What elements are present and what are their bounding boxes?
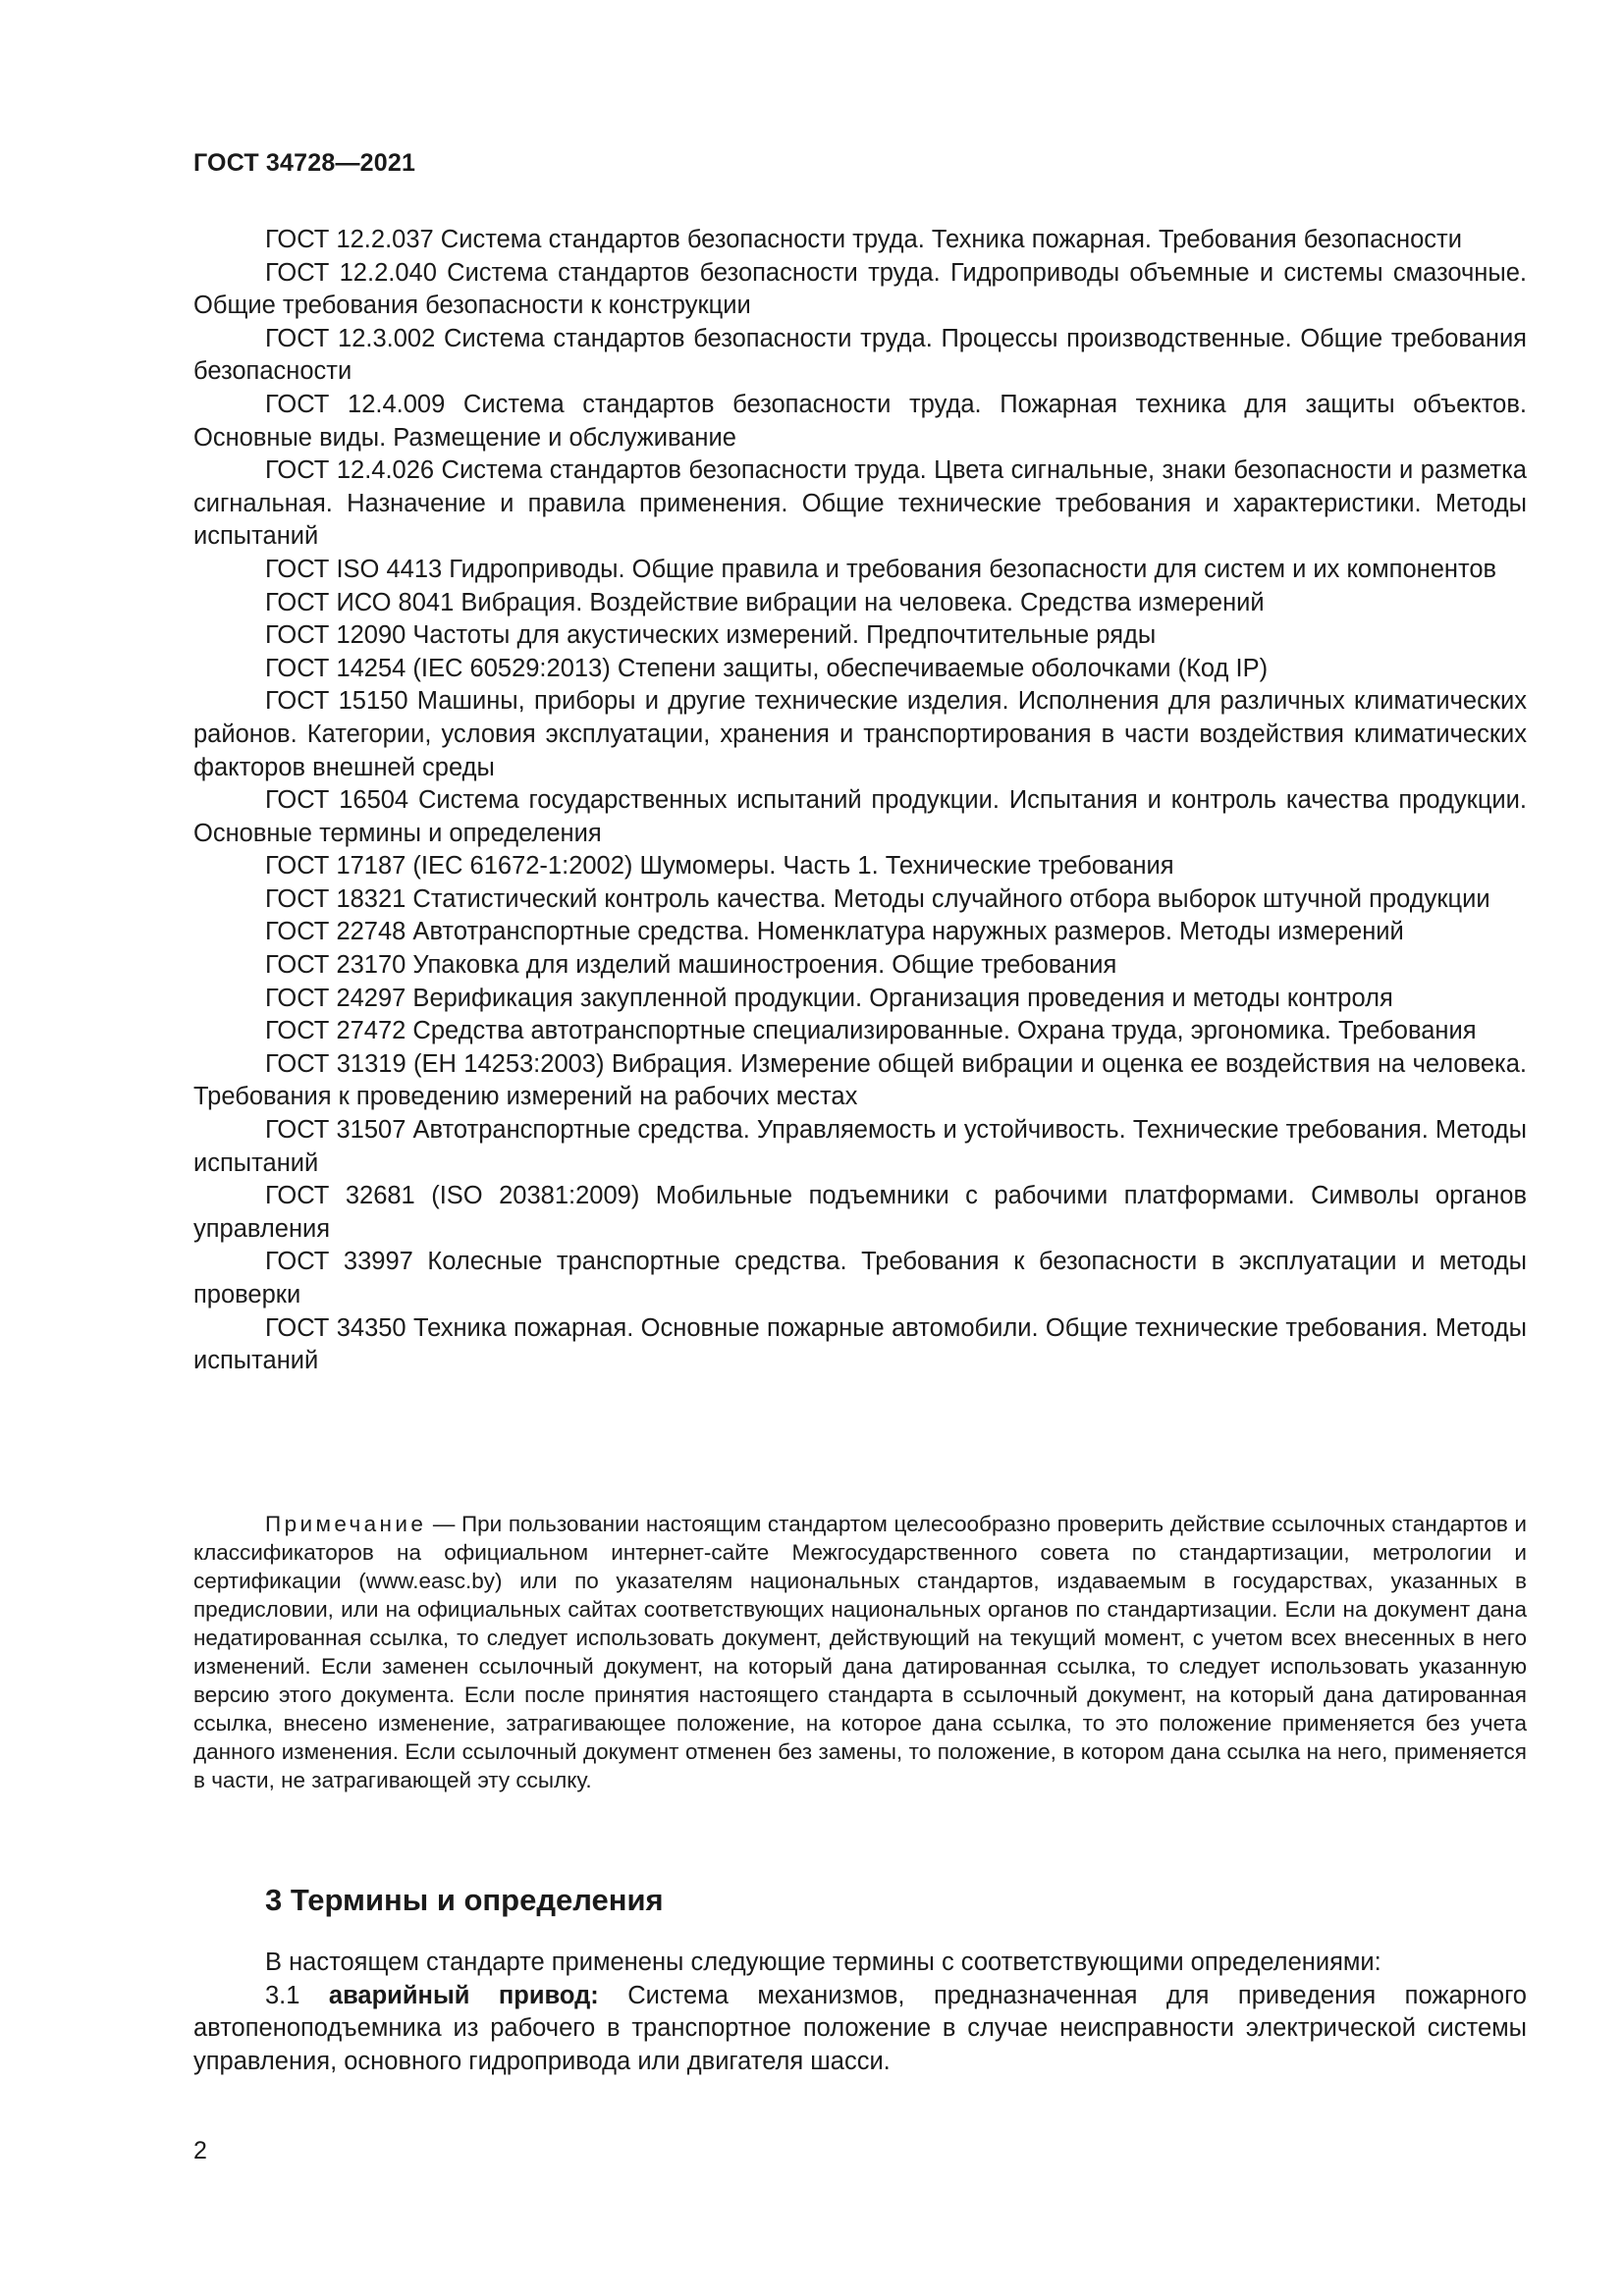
reference-item: ГОСТ 14254 (IEC 60529:2013) Степени защиты, обеспечиваемые оболочками (Код IP): [265, 654, 1269, 682]
term-number: 3.1: [265, 1981, 329, 2009]
note-label: Примечание: [265, 1512, 427, 1536]
references-note: [193, 1510, 1527, 1794]
reference-item: ГОСТ 34350 Техника пожарная. Основные пожарные автомобили. Общие технические требования. Методы испытаний: [193, 1313, 1527, 1375]
reference-item: ГОСТ 12.2.037 Система стандартов безопасности труда. Техника пожарная. Требования безопасности: [265, 226, 1462, 253]
reference-item: ГОСТ 24297 Верификация закупленной продукции. Организация проведения и методы контроля: [265, 984, 1393, 1012]
document-header: ГОСТ 34728—2021: [193, 149, 416, 177]
reference-item: ГОСТ ISO 4413 Гидроприводы. Общие правила и требования безопасности для систем и их компонентов: [265, 555, 1497, 583]
reference-item: ГОСТ 31507 Автотранспортные средства. Управляемость и устойчивость. Технические требования. Методы испытаний: [193, 1116, 1527, 1177]
reference-item: ГОСТ 15150 Машины, приборы и другие технические изделия. Исполнения для различных климатических районов. Категории, условия эксплуатации, хранения и транспортирования в части воздействия климатических факторов внешней среды: [193, 687, 1527, 781]
page-number: 2: [193, 2137, 207, 2164]
note-text: — При пользовании настоящим стандартом целесообразно проверить действие ссылочных стандартов и классификаторов на официальном интернет-сайте Межгосударственного совета по стандартизации, метрологии и сертификации (www.easc.by) или по указателям национальных стандартов, издаваемым в государствах, указанных в предисловии, или на официальных сайтах соответствующих национальных органов по стандартизации. Если на документ дана недатированная ссылка, то следует использовать документ, действующий на текущий момент, с учетом всех внесенных в него изменений. Если заменен ссылочный документ, на который дана датированная ссылка, то следует использовать указанную версию этого документа. Если после принятия настоящего стандарта в ссылочный документ, на который дана датированная ссылка, внесено изменение, затрагивающее положение, на которое дана ссылка, то это положение применяется без учета данного изменения. Если ссылочный документ отменен без замены, то положение, в котором дана ссылка на него, применяется в части, не затрагивающей эту ссылку.: [193, 1512, 1527, 1792]
reference-item: ГОСТ 16504 Система государственных испытаний продукции. Испытания и контроль качества продукции. Основные термины и определения: [193, 786, 1527, 847]
reference-item: ГОСТ 12.4.009 Система стандартов безопасности труда. Пожарная техника для защиты объектов. Основные виды. Размещение и обслуживание: [193, 390, 1527, 452]
reference-item: ГОСТ 12090 Частоты для акустических измерений. Предпочтительные ряды: [265, 621, 1157, 650]
terms-section-body: [193, 1947, 1527, 2078]
term-definition: Система механизмов, предназначенная для приведения пожарного автопеноподъемника из рабочего в транспортное положение в случае неисправности электрической системы управления, основного гидропривода или двигателя шасси.: [193, 1981, 1527, 2075]
reference-item: ГОСТ 18321 Статистический контроль качества. Методы случайного отбора выборок штучной продукции: [265, 884, 1490, 913]
section-title: 3 Термины и определения: [265, 1883, 664, 1917]
reference-item: ГОСТ ИСО 8041 Вибрация. Воздействие вибрации на человека. Средства измерений: [265, 588, 1265, 616]
reference-item: ГОСТ 33997 Колесные транспортные средства. Требования к безопасности в эксплуатации и методы проверки: [193, 1248, 1527, 1308]
reference-item: ГОСТ 23170 Упаковка для изделий машиностроения. Общие требования: [265, 951, 1117, 980]
reference-item: ГОСТ 12.3.002 Система стандартов безопасности труда. Процессы производственные. Общие требования безопасности: [193, 324, 1527, 386]
reference-item: ГОСТ 12.4.026 Система стандартов безопасности труда. Цвета сигнальные, знаки безопасности и разметка сигнальная. Назначение и правила применения. Общие технические требования и характеристики. Методы испытаний: [193, 456, 1527, 551]
reference-item: ГОСТ 32681 (ISO 20381:2009) Мобильные подъемники с рабочими платформами. Символы органов управления: [193, 1182, 1527, 1243]
reference-item: ГОСТ 22748 Автотранспортные средства. Номенклатура наружных размеров. Методы измерений: [265, 918, 1404, 946]
reference-item: ГОСТ 27472 Средства автотранспортные специализированные. Охрана труда, эргономика. Требования: [265, 1017, 1477, 1045]
term-entry: [193, 1980, 1527, 2079]
term-name: аварийный привод:: [328, 1981, 599, 2009]
terms-intro: В настоящем стандарте применены следующие термины с соответствующими определениями:: [265, 1949, 1381, 1976]
reference-item: ГОСТ 12.2.040 Система стандартов безопасности труда. Гидроприводы объемные и системы смазочные. Общие требования безопасности к конструкции: [193, 258, 1527, 320]
reference-item: ГОСТ 31319 (ЕН 14253:2003) Вибрация. Измерение общей вибрации и оценка ее воздействия на человека. Требования к проведению измерений на рабочих местах: [193, 1049, 1527, 1111]
reference-item: ГОСТ 17187 (IEC 61672-1:2002) Шумомеры. Часть 1. Технические требования: [265, 852, 1174, 881]
normative-references-list: [193, 224, 1527, 1378]
